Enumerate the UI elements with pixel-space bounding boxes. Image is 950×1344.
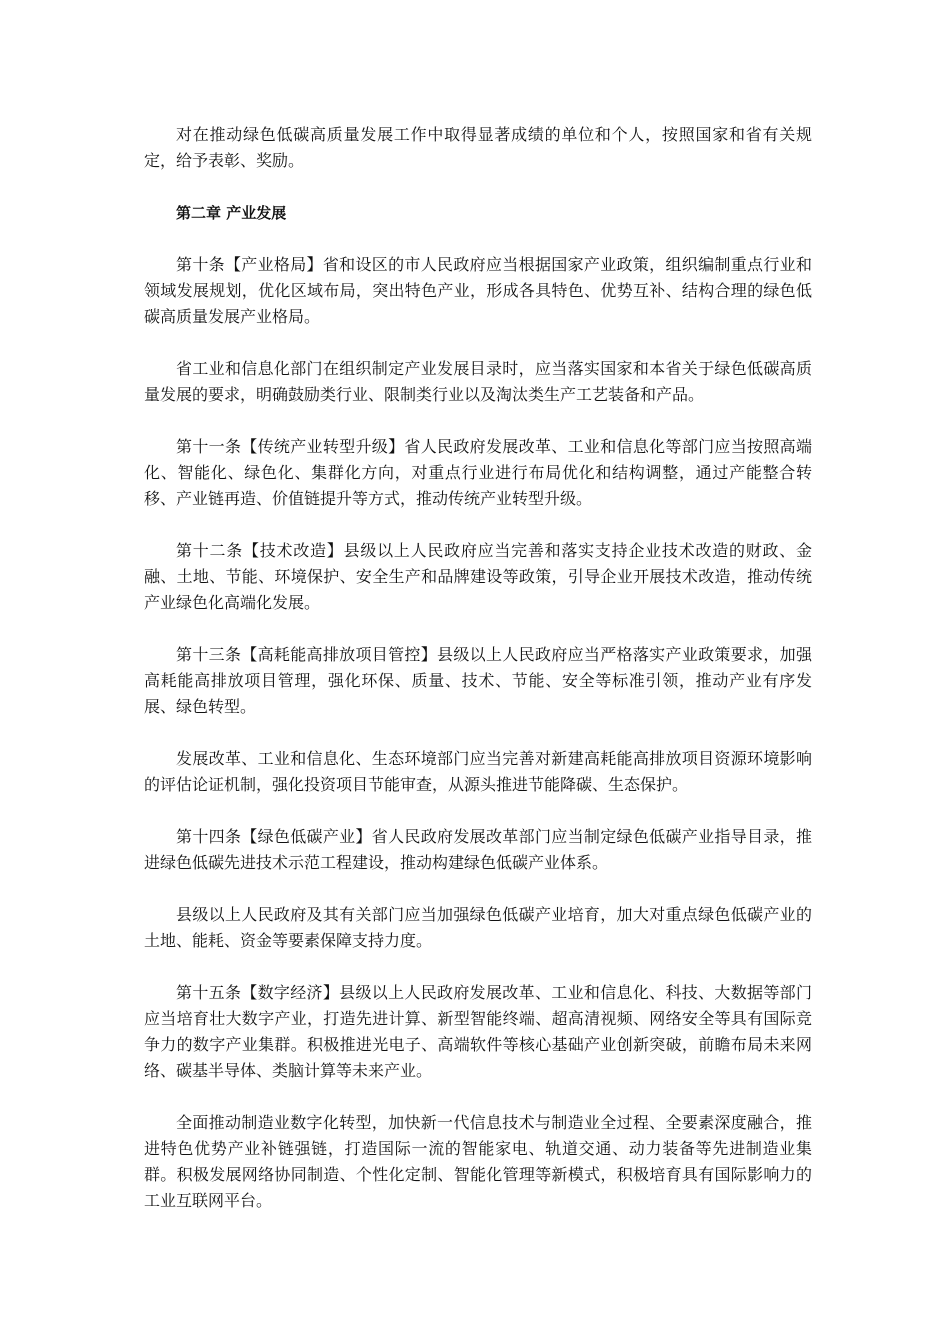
paragraph-article-11: 第十一条【传统产业转型升级】省人民政府发展改革、工业和信息化等部门应当按照高端化、智能化、绿色化、集群化方向，对重点行业进行布局优化和结构调整，通过产能整合转移、产业链再造、价值链提升等方式，推动传统产业转型升级。 <box>144 437 812 508</box>
paragraph-industry-catalog: 省工业和信息化部门在组织制定产业发展目录时，应当落实国家和本省关于绿色低碳高质量发展的要求，明确鼓励类行业、限制类行业以及淘汰类生产工艺装备和产品。 <box>144 359 812 404</box>
paragraph-commendation: 对在推动绿色低碳高质量发展工作中取得显著成绩的单位和个人，按照国家和省有关规定，给予表彰、奖励。 <box>144 125 812 170</box>
paragraph-article-12: 第十二条【技术改造】县级以上人民政府应当完善和落实支持企业技术改造的财政、金融、土地、节能、环境保护、安全生产和品牌建设等政策，引导企业开展技术改造，推动传统产业绿色化高端化发展。 <box>144 541 812 612</box>
document-body <box>144 122 812 1240</box>
paragraph-article-13: 第十三条【高耗能高排放项目管控】县级以上人民政府应当严格落实产业政策要求，加强高耗能高排放项目管理，强化环保、质量、技术、节能、安全等标准引领，推动产业有序发展、绿色转型。 <box>144 645 812 716</box>
paragraph-article-15: 第十五条【数字经济】县级以上人民政府发展改革、工业和信息化、科技、大数据等部门应当培育壮大数字产业，打造先进计算、新型智能终端、超高清视频、网络安全等具有国际竞争力的数字产业集群。积极推进光电子、高端软件等核心基础产业创新突破，前瞻布局未来网络、碳基半导体、类脑计算等未来产业。 <box>144 983 812 1080</box>
paragraph-manufacturing-digital: 全面推动制造业数字化转型，加快新一代信息技术与制造业全过程、全要素深度融合，推进特色优势产业补链强链，打造国际一流的智能家电、轨道交通、动力装备等先进制造业集群。积极发展网络协同制造、个性化定制、智能化管理等新模式，积极培育具有国际影响力的工业互联网平台。 <box>144 1113 812 1210</box>
paragraph-article-10: 第十条【产业格局】省和设区的市人民政府应当根据国家产业政策，组织编制重点行业和领域发展规划，优化区域布局，突出特色产业，形成各具特色、优势互补、结构合理的绿色低碳高质量发展产业格局。 <box>144 255 812 326</box>
chapter-title: 第二章 产业发展 <box>176 204 287 222</box>
paragraph-article-14: 第十四条【绿色低碳产业】省人民政府发展改革部门应当制定绿色低碳产业指导目录，推进绿色低碳先进技术示范工程建设，推动构建绿色低碳产业体系。 <box>144 827 812 872</box>
paragraph-industry-support: 县级以上人民政府及其有关部门应当加强绿色低碳产业培育，加大对重点绿色低碳产业的土地、能耗、资金等要素保障支持力度。 <box>144 905 812 950</box>
paragraph-project-assessment: 发展改革、工业和信息化、生态环境部门应当完善对新建高耗能高排放项目资源环境影响的评估论证机制，强化投资项目节能审查，从源头推进节能降碳、生态保护。 <box>144 749 812 794</box>
